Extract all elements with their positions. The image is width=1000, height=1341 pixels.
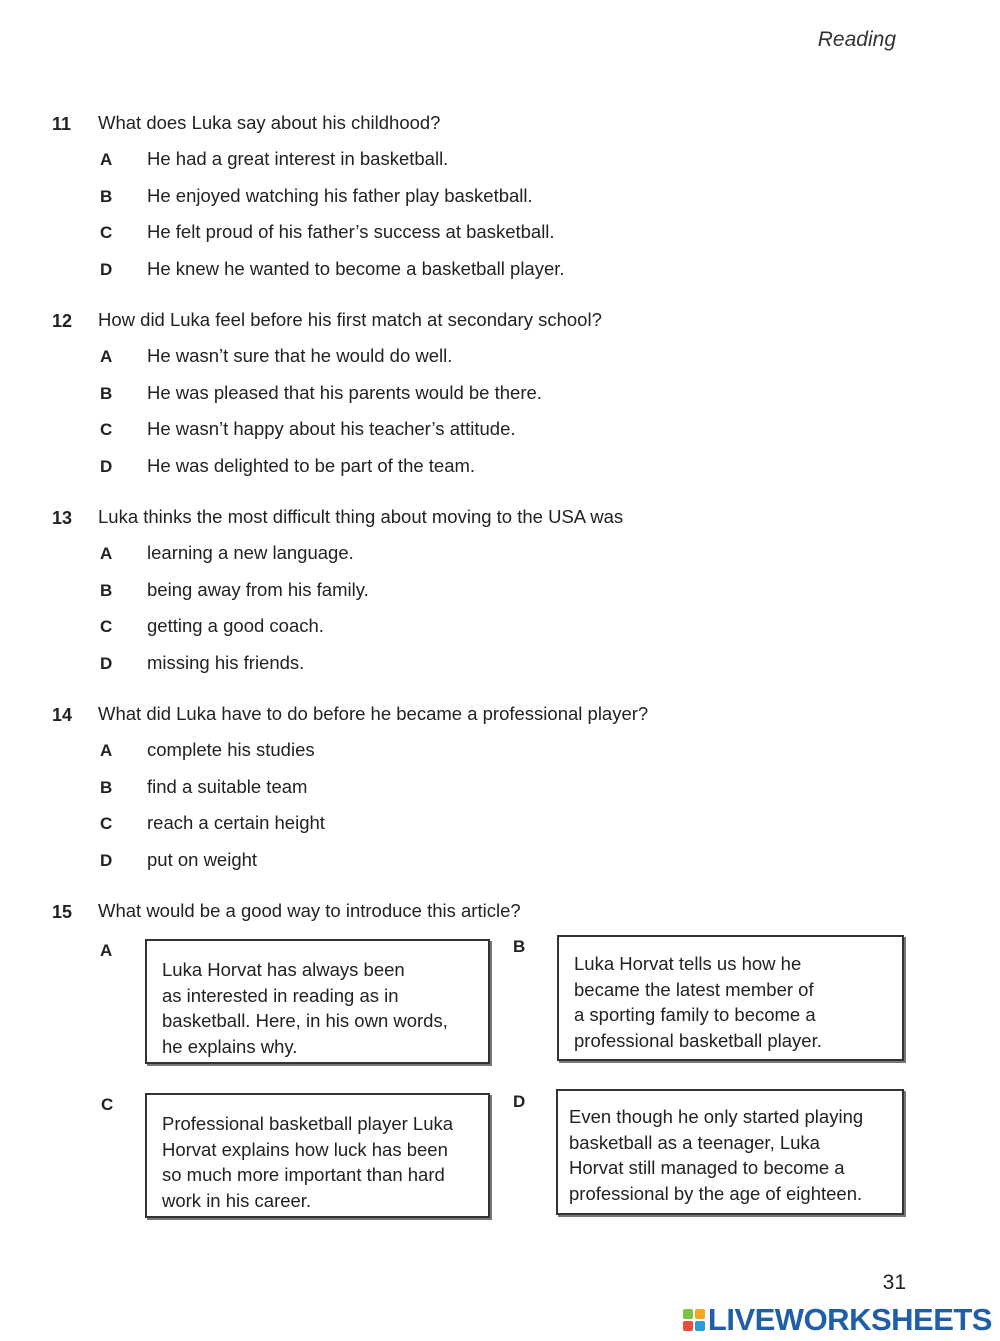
section-header: Reading xyxy=(817,28,896,51)
box-line: work in his career. xyxy=(162,1189,312,1211)
option-text: put on weight xyxy=(147,849,258,870)
option-12-c[interactable] xyxy=(0,420,900,450)
box-line: Horvat still managed to become a xyxy=(569,1157,845,1178)
box-line: became the latest member of xyxy=(574,978,814,1000)
option-14-c[interactable] xyxy=(0,814,900,844)
option-letter: D xyxy=(100,457,113,476)
option-letter: C xyxy=(100,814,113,833)
option-letter: D xyxy=(100,851,113,870)
box-letter-d: D xyxy=(513,1092,526,1111)
option-text: He enjoyed watching his father play basketball. xyxy=(147,185,533,206)
box-line: professional basketball player. xyxy=(574,1029,822,1051)
intro-option-b[interactable] xyxy=(557,935,904,1061)
box-letter-b: B xyxy=(513,937,526,956)
option-letter: B xyxy=(100,187,113,206)
question-number: 14 xyxy=(52,705,73,725)
option-text: find a suitable team xyxy=(147,776,308,797)
option-13-a[interactable] xyxy=(0,544,900,574)
option-11-b[interactable] xyxy=(0,187,900,217)
question-text: How did Luka feel before his first match at secondary school? xyxy=(98,309,602,330)
liveworksheets-logo-icon xyxy=(683,1309,705,1331)
box-line: a sporting family to become a xyxy=(574,1004,816,1025)
question-number: 12 xyxy=(52,311,73,331)
option-letter: C xyxy=(100,420,113,439)
option-text: He was pleased that his parents would be there. xyxy=(147,382,542,403)
option-text: reach a certain height xyxy=(147,812,325,833)
option-14-a[interactable] xyxy=(0,741,900,771)
option-text: He knew he wanted to become a basketball player. xyxy=(147,258,565,279)
option-letter: C xyxy=(100,223,113,242)
option-letter: B xyxy=(100,778,113,797)
box-line: Even though he only started playing xyxy=(569,1106,864,1127)
option-text: He felt proud of his father’s success at basketball. xyxy=(147,221,555,242)
box-line: basketball as a teenager, Luka xyxy=(569,1131,820,1153)
question-number: 15 xyxy=(52,902,73,922)
option-12-b[interactable] xyxy=(0,384,900,414)
box-line: he explains why. xyxy=(162,1035,298,1057)
page-number: 31 xyxy=(882,1271,906,1294)
option-11-a[interactable] xyxy=(0,150,900,180)
box-line: professional by the age of eighteen. xyxy=(569,1182,863,1204)
option-letter: B xyxy=(100,384,113,403)
option-text: getting a good coach. xyxy=(147,615,324,636)
option-text: He wasn’t sure that he would do well. xyxy=(147,345,453,366)
option-13-b[interactable] xyxy=(0,581,900,611)
option-letter: A xyxy=(100,150,113,169)
box-line: so much more important than hard xyxy=(162,1164,445,1185)
box-line: Professional basketball player Luka xyxy=(162,1113,454,1134)
option-text: He wasn’t happy about his teacher’s attitude. xyxy=(147,418,516,439)
option-letter: A xyxy=(100,347,113,366)
question-text: What does Luka say about his childhood? xyxy=(98,112,441,133)
intro-option-a[interactable] xyxy=(145,939,490,1064)
option-14-b[interactable] xyxy=(0,778,900,808)
option-13-c[interactable] xyxy=(0,617,900,647)
option-letter: D xyxy=(100,260,113,279)
option-text: missing his friends. xyxy=(147,652,305,673)
intro-option-d[interactable] xyxy=(556,1089,904,1215)
box-line: Luka Horvat tells us how he xyxy=(574,953,802,974)
question-number: 11 xyxy=(52,114,72,134)
question-text: Luka thinks the most difficult thing about moving to the USA was xyxy=(98,506,624,527)
option-letter: A xyxy=(100,544,113,563)
option-11-d[interactable] xyxy=(0,260,900,290)
box-letter-a: A xyxy=(100,941,113,960)
question-number: 13 xyxy=(52,508,73,528)
option-text: learning a new language. xyxy=(147,542,354,563)
option-text: complete his studies xyxy=(147,739,315,760)
box-line: basketball. Here, in his own words, xyxy=(162,1010,448,1031)
question-text: What would be a good way to introduce this article? xyxy=(98,900,521,921)
box-line: Horvat explains how luck has been xyxy=(162,1138,448,1160)
box-letter-c: C xyxy=(101,1095,114,1114)
liveworksheets-logo[interactable] xyxy=(683,1302,992,1338)
option-12-a[interactable] xyxy=(0,347,900,377)
option-letter: A xyxy=(100,741,113,760)
option-letter: D xyxy=(100,654,113,673)
brand-name: LIVEWORKSHEETS xyxy=(707,1302,992,1337)
box-line: Luka Horvat has always been xyxy=(162,959,405,980)
option-letter: C xyxy=(100,617,113,636)
option-13-d[interactable] xyxy=(0,654,900,684)
question-text: What did Luka have to do before he became a professional player? xyxy=(98,703,649,724)
option-11-c[interactable] xyxy=(0,223,900,253)
box-line: as interested in reading as in xyxy=(162,984,399,1006)
intro-option-c[interactable] xyxy=(145,1093,490,1218)
option-text: He was delighted to be part of the team. xyxy=(147,455,476,476)
option-text: being away from his family. xyxy=(147,579,369,600)
option-text: He had a great interest in basketball. xyxy=(147,148,449,169)
option-12-d[interactable] xyxy=(0,457,900,487)
option-14-d[interactable] xyxy=(0,851,900,881)
option-letter: B xyxy=(100,581,113,600)
